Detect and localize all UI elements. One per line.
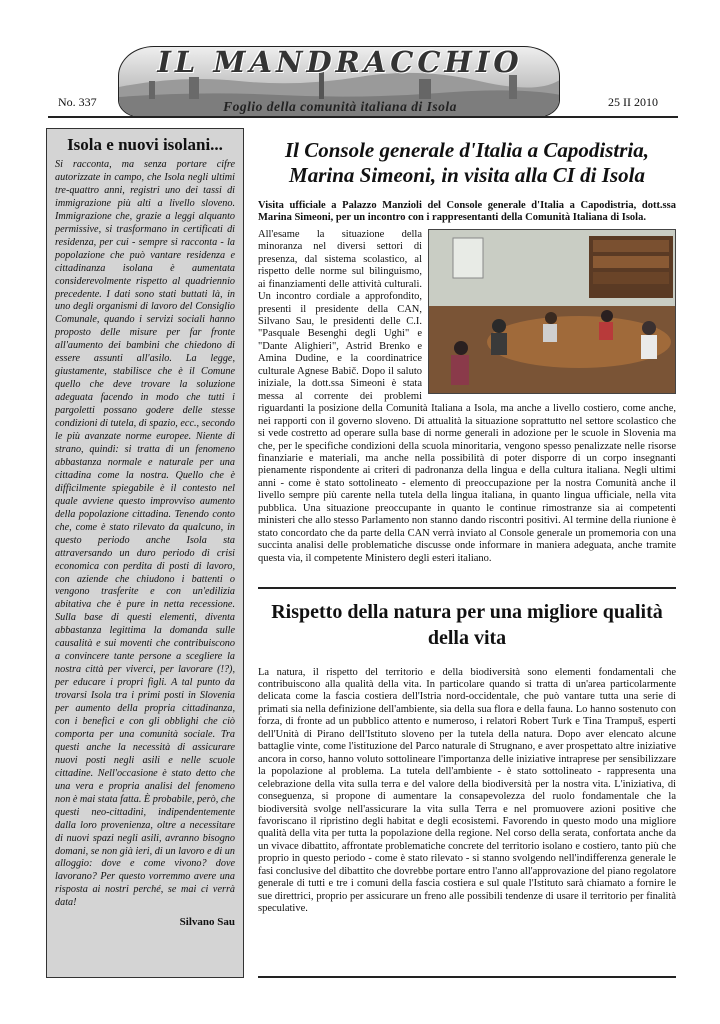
article-1-text: All'esame la situazione della minoranza nel diversi settori di presenza, dal sistema scolastico, al rispetto delle norme sul bilinguismo, ai finanziamenti delle attività culturali. Un incontro cordiale a approfondito, presenti il presidente della CAN, Silvano Sau, le presidenti delle C.I. "Pasquale Besenghi degli Ughi" e "Dante Alighieri", Astrid Brenko e Amina Dudine, e la coordinatrice culturale Agnese Babič. Dopo il saluto iniziale, la dott.ssa Simeoni è stata messa al corrente dei problemi riguardanti la posizione della Comunità Italiana a Isola, ma anche a livello costiero, come anche, nei rapporti con il governo sloveno. Di attualità la situazione soprattutto nel settore scolastico che si vede costretto ad operare sulla base di norme generali in adozione per le scuole in Slovenia ma che, per le specifiche condizioni della scuola minoritaria, vengono spesso penalizzate nelle risorse finanziarie e materiali, ma anche nella possibilità di poter disporre di un corpo insegnanti pienamente rispondente ai criteri di padronanza della lingua e della cultura italiana. Negli ultimi anni - come è stato sottolineato - elemento di preoccupazione per la nostra Comunità anche il livello sempre più carente nella tutela della lingua italiana, in quanto lingua ufficiale, nella vita pubblica. Una situazione preoccupante in quanto le continue rimostranze sia ai competenti ministeri che allo stesso Parlamento non stanno dando riscontri positivi. Al termine della riunione è stato concordato che da parte della CAN verrà inviato al Console generale un promemoria con una succinta analisi delle problematiche discusse onde informare in maniera adeguata, anche tramite questa via, il competente Ministero degli esteri italiano. xyxy=(258,228,676,564)
issue-date: 25 II 2010 xyxy=(608,95,658,109)
article-2-body: La natura, il rispetto del territorio e della biodiversità sono elementi fondamentali che contribuiscono alla qualità della vita. In particolare quando si tratta di un'area particolarmente delicata come la fascia costiera dell'Istria nord-occidentale, che può vantare tutta una serie di primati sia nella definizione dell'ambiente, sia della sua flora e della fauna. Lo hanno sostenuto con forza, di fronte ad un pubblico attento e numeroso, i relatori Robert Turk e Tina Trampuš, esperti dell'Unità di Pirano dell'Istituto sloveno per la tutela della natura. Dopo aver elencato alcune battaglie vinte, come l'istituzione del Parco naturale di Strugnano, e aver prospettato altre iniziative ancora in corso, hanno voluto sottolineare l'importanza delle iniziative intraprese per sensibilizzare la popolazione al problema. La tutela dell'ambiente - è stato sottolineato - rappresenta una celebrazione della vita sulla terra e del valore della biodiversità per la nostra vita. L'iniziativa, di conseguenza, si propone di aumentare la consapevolezza del ruolo fondamentale che la biodiversità svolge nell'assicurare la vita sulla Terra e nel promuovere azioni positive che favoriscano il ripristino degli habitat e degli ecosistemi. Favorendo in questo modo una migliore qualità della vita per tutta la popolazione della regione. Nel corso della serata, confortata anche da un vivace dibattito, affrontate problematiche concrete del territorio isolano e costiero, tanto più che proprio in questo periodo - come è stato rilevato - si stanno svolgendo nell'indifferenza generale le fasi conclusive del dibattito che dovrebbe portare entro l'anno all'approvazione del piano regolatore generale di tutti e tre i comuni della fascia costiera e sul quale l'Istituto sarà chiamato a fornire le sue direttrici, proprio per assicurare un freno alle possibili tendenze di usare il territorio per finalità speculative. xyxy=(258,666,676,915)
sidebar-text xyxy=(55,159,235,929)
sidebar-paragraph: Si racconta, ma senza portare cifre autorizzate in campo, che Isola negli ultimi tre-quattro anni, registri uno dei tassi di immigrazione più alti a livello sloveno. Immigrazione che, grazie a leggi alquanto permissive, si trasformano in certificati di residenza, per cui - sempre si racconta - la popolazione che può vantare residenza e cittadinanza isolana è aumentata considerevolmente rispetto al quadriennio precedente. I dati sono stati buttati là, in uno degli organismi di lavoro del Consiglio Comunale, quando i servizi sociali hanno proposto delle misure per far fronte all'aumento dei bambini che chiedono di essere assunti all'asilo. La legge, giustamente, stabilisce che è il Comune quello che deve trovare la soluzione adeguata facendo in modo che tutti i pargoletti possano godere delle stesse condizioni di tutela, di spazio, ecc., secondo le più avanzate norme europee. Niente di strano, quindi: si tratta di un fenomeno abbastanza normale e naturale per una cittadina come la nostra. Quello che è difficilmente spiegabile è il contesto nel quale avviene questo improvviso aumento della popolazione cittadina. Tenendo conto che, come è stato rilevato da qualcuno, in questo periodo anche Isola sta attraversando un duro periodo di crisi economica con perdita di posti di lavoro, con aziende che chiudono i battenti o vengono trasferite e con un'edilizia abitativa che è pure in netta recessione. Sulla base di questi elementi, diventa abbastanza legittima la domanda sulle causalità e sui moventi che contribuiscono a convincere tante persone a scegliere la nostra città per viverci, per lavorare (!?), per educare i propri figli. A tal punto da trovarsi Isola tra i primi posti in Slovenia per aumento della propria cittadinanza, con i benefici e con gli obblighi che ciò comporta per una comunità sociale. Tra questi anche la necessità di assicurare nuovi posti negli asili e nelle scuole cittadine. Nell'occasione è stato detto che una vera e propria analisi del fenomeno non è mai stata fatta. È probabile, però, che questi neo-cittadini, indipendentemente dalla loro provenienza, oltre a necessitare di nuovi spazi negli asili, avranno bisogno domani, se non già ieri, di un lavoro e di un alloggio: dove e come vivono? dove lavorano? Per questo vorremmo avere una risposta ai nostri perché, se mai ci verrà data! xyxy=(55,159,235,909)
article-1-title: Il Console generale d'Italia a Capodistria, Marina Simeoni, in visita alla CI di Isola xyxy=(284,138,650,187)
issue-number: No. 337 xyxy=(58,95,97,109)
sidebar-signature: Silvano Sau xyxy=(179,916,235,929)
header-divider xyxy=(48,116,678,118)
article-1-body xyxy=(258,229,676,565)
main-column xyxy=(258,128,676,916)
article-1-lead: Visita ufficiale a Palazzo Manzioli del Console generale d'Italia a Capodistria, dott.ssa Marina Simeoni, per un incontro con i rappresentanti della Comunità Italiana di Isola. xyxy=(258,200,676,224)
editorial-sidebar xyxy=(46,128,244,978)
sidebar-title: Isola e nuovi isolani... xyxy=(67,135,223,154)
meeting-photo xyxy=(428,229,676,394)
logo-title: IL MANDRACCHIO xyxy=(157,46,523,79)
footer-divider xyxy=(258,976,676,978)
logo-subtitle: Foglio della comunità italiana di Isola xyxy=(223,99,457,114)
newspaper-logo xyxy=(118,46,560,118)
article-divider xyxy=(258,587,676,589)
article-2-title: Rispetto della natura per una migliore qualità della vita xyxy=(271,600,663,649)
masthead xyxy=(0,0,720,128)
